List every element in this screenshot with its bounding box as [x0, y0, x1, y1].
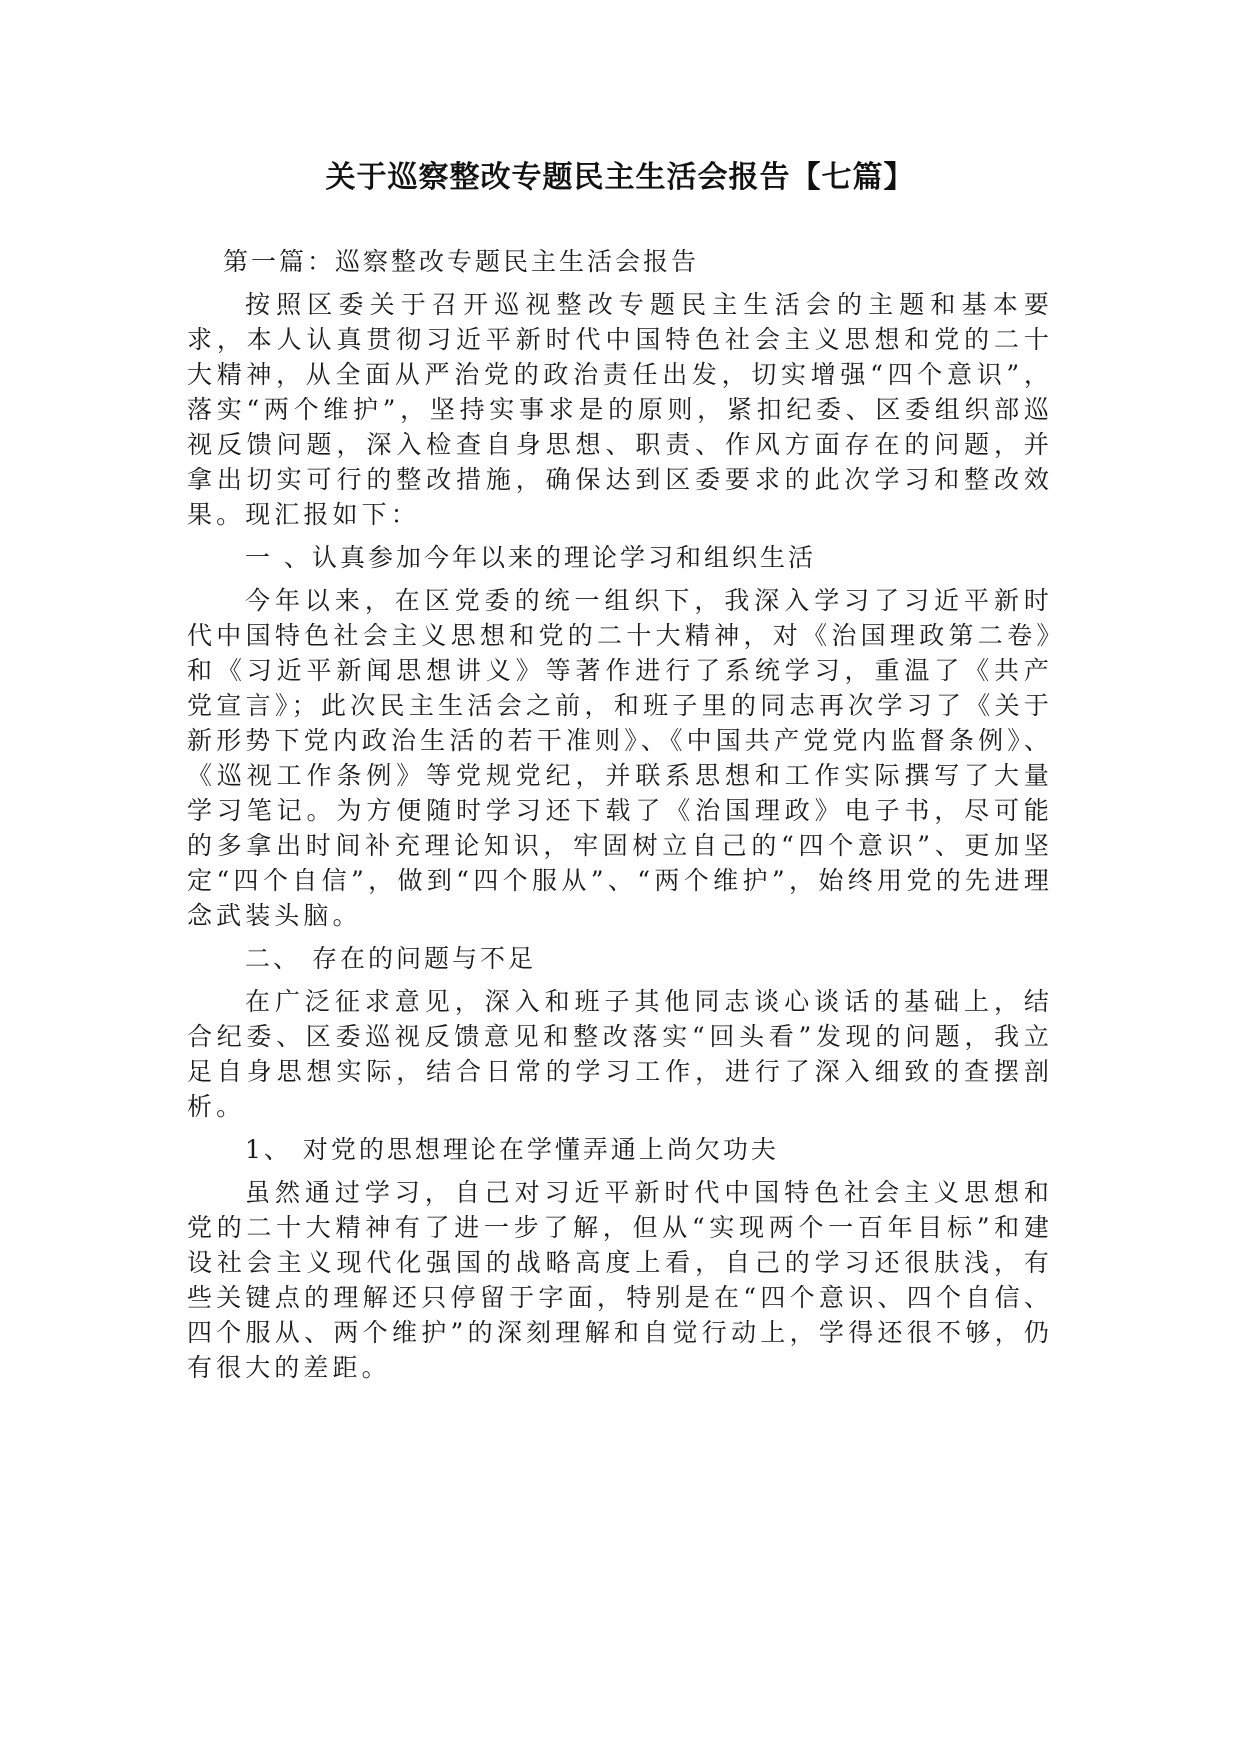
section-title: 第一篇：巡察整改专题民主生活会报告 [223, 247, 700, 276]
intro-paragraph: 按照区委关于召开巡视整改专题民主生活会的主题和基本要求，本人认真贯彻习近平新时代中国特色社会主义思想和党的二十大精神，从全面从严治党的政治责任出发，切实增强“四个意识”，落实“两个维护”，坚持实事求是的原则，紧扣纪委、区委组织部巡视反馈问题，深入检查自身思想、职责、作风方面存在的问题，并拿出切实可行的整改措施，确保达到区委要求的此次学习和整改效果。现汇报如下： [187, 290, 1053, 529]
heading-three: 1、 对党的思想理论在学懂弄通上尚欠功夫 [245, 1135, 779, 1164]
paragraph-one: 今年以来，在区党委的统一组织下，我深入学习了习近平新时代中国特色社会主义思想和党的二十大精神，对《治国理政第二卷》和《习近平新闻思想讲义》等著作进行了系统学习，重温了《共产党宣言》；此次民主生活会之前，和班子里的同志再次学习了《关于新形势下党内政治生活的若干准则》、《中国共产党党内监督条例》、《巡视工作条例》等党规党纪，并联系思想和工作实际撰写了大量学习笔记。为方便随时学习还下载了《治国理政》电子书，尽可能的多拿出时间补充理论知识，牢固树立自己的“四个意识”、更加坚定“四个自信”，做到“四个服从”、“两个维护”，始终用党的先进理念武装头脑。 [187, 586, 1053, 930]
heading-two: 二、 存在的问题与不足 [245, 944, 536, 973]
paragraph-two: 在广泛征求意见，深入和班子其他同志谈心谈话的基础上，结合纪委、区委巡视反馈意见和整改落实“回头看”发现的问题，我立足自身思想实际，结合日常的学习工作，进行了深入细致的查摆剖析。 [187, 987, 1053, 1121]
paragraph-three: 虽然通过学习，自己对习近平新时代中国特色社会主义思想和党的二十大精神有了进一步了解，但从“实现两个一百年目标”和建设社会主义现代化强国的战略高度上看，自己的学习还很肤浅，有些关键点的理解还只停留于字面，特别是在“四个意识、四个自信、四个服从、两个维护”的深刻理解和自觉行动上，学得还很不够，仍有很大的差距。 [187, 1178, 1053, 1382]
document-title: 关于巡察整改专题民主生活会报告【七篇】 [325, 160, 915, 195]
document-body [187, 244, 1053, 1393]
heading-one: 一 、认真参加今年以来的理论学习和组织生活 [245, 543, 816, 572]
